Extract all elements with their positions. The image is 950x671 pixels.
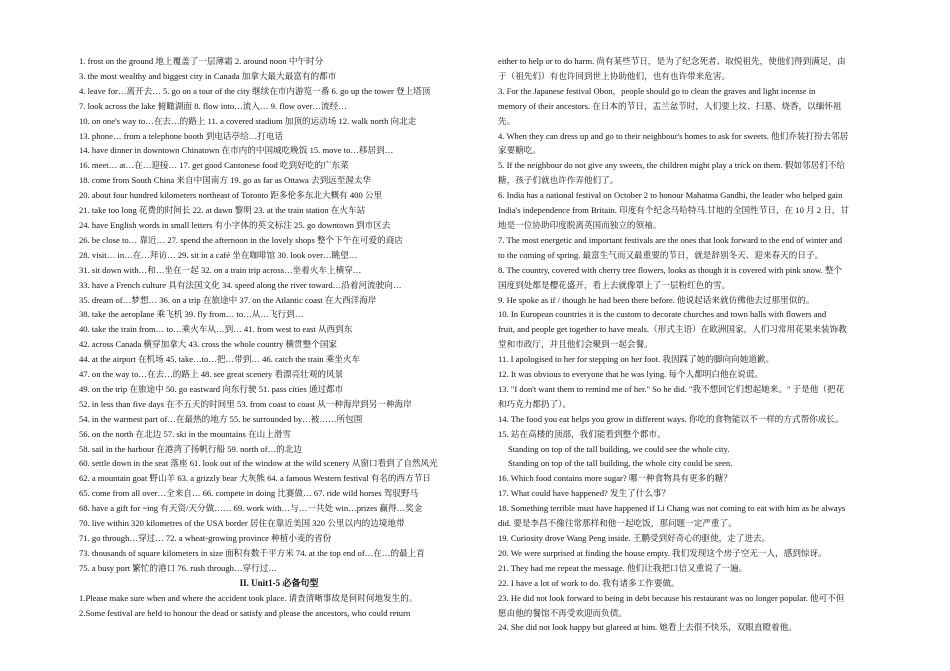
left-line: 18. come from South China 来自中国南方 19. go as far as Ottawa 去到远至渥太华: [79, 175, 372, 186]
left-line: 75. a busy port 繁忙的港口 76. rush through…穿行过…: [79, 562, 277, 573]
left-line: 14. have dinner in downtown Chinatown 在市内的中国城吃晚饭 15. move to…移居到…: [79, 145, 394, 156]
right-line: 7. The most energetic and important festivals are the ones that look forward to the end of winter and: [498, 234, 843, 245]
right-line: 8. The country, covered with cherry tree flowers, looks as though it is covered with pink snow. 整个: [498, 264, 843, 275]
right-line: 愿由他的餐馆不再受欢迎而负债。: [498, 607, 627, 618]
right-column: [498, 54, 898, 635]
left-line: 10. on one's way to…在去…的路上 11. a covered stadium 加顶的运动场 12. walk north 向北走: [79, 115, 417, 126]
left-line: 54. in the warmest part of…在最热的地方 55. be surrounded by…被……所包围: [79, 413, 363, 424]
right-line: 14. The food you eat helps you grow in different ways. 你吃的食物能以不一样的方式帮你成长。: [498, 413, 844, 424]
left-line: 62. a mountain goat 野山羊 63. a grizzly bear 大灰熊 64. a famous Western festival 有名的西方节日: [79, 473, 431, 484]
left-line: 16. meet… at…在…迎接… 17. get good Cantonese food 吃到好吃的广东菜: [79, 160, 349, 171]
left-line: 68. have a gift for ~ing 有天资/天分做…… 69. work with…与…一共处 win…prizes 赢得…奖金: [79, 503, 423, 514]
left-line: 44. at the airport 在机场 45. take…to…把…带到… 46. catch the train 乘坐火车: [79, 354, 361, 365]
right-line: 6. India has a national festival on October 2 to honour Mahatma Gandhi, the leader who helped gain: [498, 190, 843, 201]
left-line: II. Unit1-5 必备句型: [239, 577, 319, 588]
right-line: 23. He did not look forward to being in debt because his restaurant was no longer popular. 他可不但: [498, 592, 845, 603]
left-line: 33. have a French culture 具有法国文化 34. speed along the river toward…沿着河流驶向…: [79, 279, 402, 290]
left-line: 1.Please make sure when and where the accident took place. 请查清晰事故是何时何地发生的。: [79, 592, 418, 603]
left-line: 31. sit down with…和…坐在一起 32. on a train trip across…坐着火车上横穿…: [79, 264, 362, 275]
right-line: 10. In European countries it is the custom to decorate churches and town halls with flowers and: [498, 309, 827, 320]
left-line: 58. sail in the harbour 在港湾了扬帆行船 59. north of…的北边: [79, 443, 302, 454]
right-line: 家要糖吃。: [498, 145, 541, 156]
left-line: 13. phone… from a telephone booth 到电话亭给…打电话: [79, 130, 284, 141]
left-line: 65. come from all over…全来自… 66. compete in doing 比赛做… 67. ride wild horses 驾驭野马: [79, 488, 419, 499]
left-line: 42. across Canada 横穿加拿大 43. cross the whole country 横贯整个国家: [79, 339, 338, 350]
left-line: 3. the most wealthy and biggest city in Canada 加拿大最大最富有的都市: [79, 70, 337, 81]
right-line: 和巧克力都扔了）。: [498, 398, 572, 409]
right-line: 15. 站在高楼的顶部，我们能看到整个都市。: [498, 428, 666, 439]
right-line: 先。: [498, 115, 516, 126]
right-line: fruit, and people get together to have meals.（形式主语）在欧洲国家，人们习常用花果来装饰教: [498, 324, 847, 335]
left-line: 38. take the aeroplane 乘飞机 39. fly from… to…从…飞行到…: [79, 309, 304, 320]
right-line: 于（祖先们）有也许回到世上协助他们，也有也许带来危害。: [498, 70, 731, 81]
left-line: 4. leave for…离开去… 5. go on a tour of the city 继续在市内游览一番 6. go up the tower 登上塔顶: [79, 85, 431, 96]
right-line: Standing on top of the tall building, the whole city could be seen.: [508, 458, 733, 469]
right-line: 16. Which food contains more sugar? 哪一种食物具有更多的糖？: [498, 473, 732, 484]
right-line: 22. I have a lot of work to do. 我有诸多工作要做。: [498, 577, 680, 588]
right-line: 地是一位协助印度脱离英国而独立的领袖。: [498, 219, 662, 230]
left-line: 28. visit… in…在…拜访… 29. sit in a café 坐在咖啡馆 30. look over…眺望…: [79, 249, 358, 260]
left-line: 56. on the north 在北边 57. ski in the mountains 在山上滑雪: [79, 428, 291, 439]
right-line: India's independence from Britain. 印度有个纪念马哈特马.甘地的全国性节日，在 10 月 2 日，甘: [498, 205, 849, 216]
right-line: 12. It was obvious to everyone that he was lying. 每个人都明白他在说谎。: [498, 369, 763, 380]
right-line: 糖，孩子们就也许作弄他们了。: [498, 175, 619, 186]
right-line: 20. We were surprised at finding the house empty. 我们发现这个房子空无一人，感到惊讶。: [498, 547, 827, 558]
right-line: Standing on top of the tall building, we could see the whole city.: [508, 443, 730, 454]
right-line: 国度到处都是樱花盛开，看上去就像罩上了一层粉红色的雪。: [498, 279, 731, 290]
left-line: 35. dream of…梦想… 36. on a trip 在旅途中 37. on the Atlantic coast 在大西洋海岸: [79, 294, 377, 305]
left-line: 1. frost on the ground 地上覆盖了一层薄霜 2. around noon 中午时分: [79, 56, 324, 66]
left-line: 20. about four hundred kilometers northeast of Toronto 距多伦多东北大概有 400 公里: [79, 190, 383, 201]
left-line: 49. on the trip 在旅途中 50. go eastward 向东行驶 51. pass cities 通过都市: [79, 383, 344, 394]
left-line: 71. go through…穿过… 72. a wheat-growing province 种植小麦的省份: [79, 533, 332, 543]
right-line: 9. He spoke as if / though he had been there before. 他说起话来就仿佛他去过那里似的。: [498, 294, 815, 305]
right-line: 4. When they can dress up and go to their neighbour's homes to ask for sweets. 他们乔装打扮去邻居: [498, 130, 849, 141]
right-line: to the coming of spring. 最富生气而又最重要的节日，就是辞别冬天、迎来春天的日子。: [498, 249, 824, 260]
right-line: 21. They had me repeat the message. 他们让我把口信又重说了一遍。: [498, 562, 748, 573]
right-line: 17. What could have happened? 发生了什么事？: [498, 488, 671, 499]
left-line: 73. thousands of square kilometers in size 面积有数千平方米 74. at the top end of…在…的最上首: [79, 547, 425, 558]
right-line: either to help or to do harm. 尚有某些节日，是为了纪念死者、取悦祖先，使他们得到满足，由: [498, 56, 846, 66]
left-line: 26. be close to… 靠近… 27. spend the afternoon in the lovely shops 整个下午在可爱的商店: [79, 234, 403, 245]
left-line: 21. take too long 花费的时间长 22. at dawn 黎明 23. at the train station 在火车站: [79, 205, 366, 216]
right-line: 19. Curiosity drove Wang Peng inside. 王鹏受到好奇心的驱使，走了进去。: [498, 533, 771, 543]
left-line: 60. settle down in the seat 落座 61. look out of the window at the wild scenery 从窗口看到了自然风光: [79, 458, 438, 469]
right-line: 11. I apologised to her for stepping on her foot. 我因踩了她的脚向向她道歉。: [498, 354, 775, 365]
left-line: 70. live within 320 kilometres of the USA border 居住在靠近美国 320 公里以内的边境地带: [79, 518, 405, 529]
right-line: memory of their ancestors. 在日本的节日，盂兰盆节时，人们要上坟、扫墓、烧香，以缅怀祖: [498, 100, 842, 111]
right-line: 13. "I don't want them to remind me of her." So he did. "我不想回它们想起她来。" 于是他（把花: [498, 383, 845, 394]
right-line: 堂和市政厅，并且他们会聚到一起会餐。: [498, 339, 653, 350]
left-line: 47. on the way to…在去…的路上 48. see great scenery 看漂亮壮观的风景: [79, 369, 344, 380]
left-column: [79, 54, 479, 620]
right-line: 5. If the neighbour do not give any sweets, the children might play a trick on them. 假如邻居们不给: [498, 160, 846, 171]
right-line: 3. For the Japanese festival Obon，people should go to clean the graves and light incense in: [498, 85, 816, 96]
right-line: 24. She did not look happy but glareed at him. 她看上去很不快乐，双眼直瞪着他。: [498, 622, 797, 633]
left-line: 40. take the train from… to…乘火车从…到… 41. from west to east 从西到东: [79, 324, 353, 335]
left-line: 52. in less than five days 在不五天的时间里 53. from coast to coast 从一种海岸到另一种海岸: [79, 398, 412, 409]
left-line: 2.Some festival are held to honour the dead or satisfy and please the ancestors, who could return: [79, 607, 411, 618]
right-line: did. 要是李昌不像往常那样和他一起吃饭，那问题一定严重了。: [498, 518, 737, 529]
left-line: 7. look across the lake 俯瞰湖面 8. flow into…流入… 9. flow over…流经…: [79, 100, 347, 111]
left-line: 24. have English words in small letters 有小字体的英文标注 25. go downtown 到市区去: [79, 219, 391, 230]
right-line: 18. Something terrible must have happened if Li Chang was not coming to eat with him as he always: [498, 503, 846, 514]
